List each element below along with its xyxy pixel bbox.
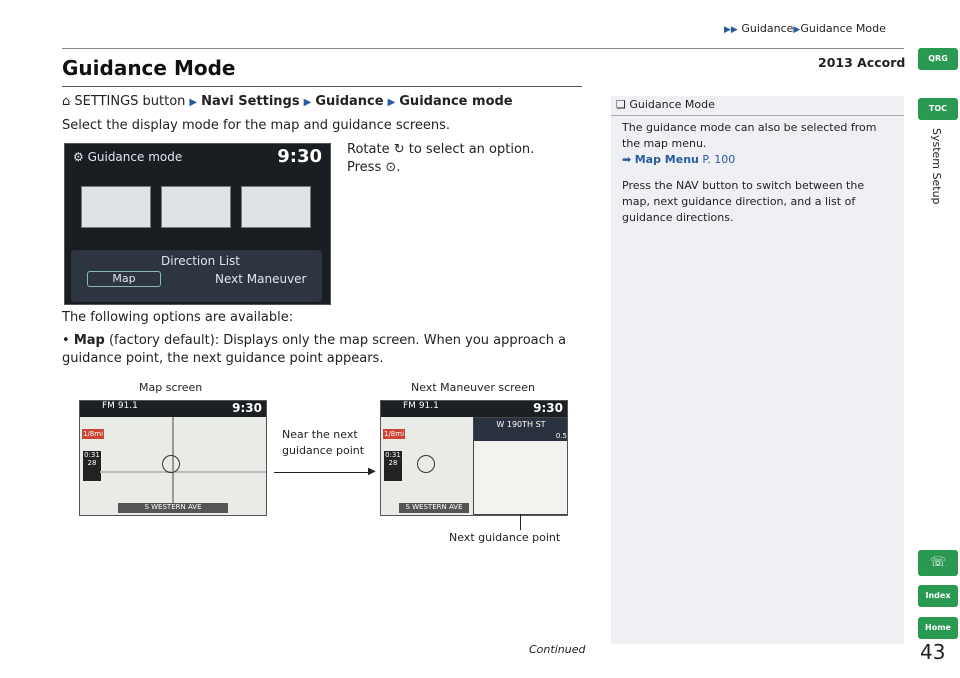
callout-line — [520, 514, 521, 530]
map-menu-link[interactable]: Map Menu — [634, 153, 699, 166]
option-label: Map — [73, 333, 105, 348]
menu-path-step: Navi Settings — [201, 94, 300, 109]
next-maneuver-thumbnail — [241, 186, 311, 228]
next-maneuver-panel: W 190TH ST 0.5 — [473, 417, 568, 515]
note-heading: ❏ Guidance Mode — [616, 98, 715, 111]
arrow-head-icon: ▶ — [368, 466, 376, 477]
header-divider — [62, 48, 904, 49]
status-bar: FM 91.1 9:30 — [381, 401, 567, 417]
triangle-icon: ▶ — [303, 97, 312, 108]
voice-command-icon: ☏ — [929, 555, 947, 570]
note-paragraph: The guidance mode can also be selected from the map menu. — [622, 121, 877, 150]
section-label: System Setup — [930, 128, 943, 205]
menu-path-step: Guidance — [315, 94, 384, 109]
model-label: 2013 Accord — [818, 55, 906, 70]
instructions: Rotate ↻ to select an option. Press ⊙. — [347, 142, 535, 175]
option-map[interactable]: Map — [87, 271, 161, 287]
note-divider — [611, 115, 904, 116]
triangle-icon: ▶ — [189, 97, 198, 108]
intro-text: Select the display mode for the map and guidance screens. — [62, 118, 451, 133]
page-title: Guidance Mode — [62, 56, 236, 80]
figure-label-map-screen: Map screen — [139, 381, 203, 394]
note-paragraph: Press the NAV button to switch between the map, next guidance direction, and a list of guidance directions. — [622, 179, 865, 224]
figure-label-next-point: Next guidance point — [449, 531, 561, 544]
figure-label-near: Near the next guidance point — [282, 428, 365, 457]
home-icon: ⌂ — [62, 94, 71, 109]
home-tab[interactable]: Home — [918, 617, 958, 639]
triangle-icon: ▶▶ — [724, 25, 738, 35]
title-divider — [62, 86, 582, 87]
note-link-line — [622, 152, 892, 168]
page-number: 43 — [920, 640, 946, 664]
rotate-knob-icon: ↻ — [393, 142, 405, 157]
arrow-line — [274, 472, 370, 473]
triangle-icon: ▶ — [793, 25, 801, 35]
map-menu-page[interactable]: P. 100 — [702, 153, 736, 166]
map-thumbnail — [81, 186, 151, 228]
option-item-map: • Map (factory default): Displays only the map screen. When you approach a guidance point, the next guidance point appears. — [62, 333, 567, 366]
menu-path-prefix: SETTINGS button — [74, 94, 186, 109]
screen-clock: 9:30 — [277, 146, 322, 167]
vehicle-icon — [162, 455, 180, 473]
figure-label-next-maneuver: Next Maneuver screen — [411, 381, 535, 394]
breadcrumb-level1[interactable]: Guidance — [741, 22, 794, 35]
link-arrow-icon: ➡ — [622, 153, 632, 166]
status-bar: FM 91.1 9:30 — [80, 401, 266, 417]
next-maneuver-screen: FM 91.1 9:30 1/8mi 0:31 28 W 190TH ST 0.5 S WESTERN AVE — [380, 400, 568, 516]
option-direction-list[interactable]: Direction List — [161, 254, 241, 268]
index-tab[interactable]: Index — [918, 585, 958, 607]
voice-tab[interactable] — [918, 550, 958, 576]
map-screen: FM 91.1 9:30 1/8mi 0:31 28 S WESTERN AVE — [79, 400, 267, 516]
menu-path-step: Guidance mode — [399, 94, 513, 109]
option-next-maneuver[interactable]: Next Maneuver — [215, 272, 307, 286]
option-desc: (factory default): Displays only the map screen. When you approach a guidance point, the next guidance point appears. — [62, 333, 567, 366]
breadcrumb-level2[interactable]: Guidance Mode — [800, 22, 886, 35]
triangle-icon: ▶ — [387, 97, 396, 108]
note-icon: ❏ — [616, 98, 626, 111]
continued-label: Continued — [529, 643, 586, 656]
direction-thumbnail — [161, 186, 231, 228]
toc-tab[interactable]: TOC — [918, 98, 958, 120]
options-intro: The following options are available: — [62, 310, 294, 325]
press-knob-icon: ⊙ — [385, 160, 397, 175]
screen-title: ⚙ Guidance mode — [73, 150, 183, 164]
menu-path — [62, 94, 513, 109]
vehicle-icon — [417, 455, 435, 473]
breadcrumb — [724, 22, 886, 35]
guidance-mode-screen — [64, 143, 331, 305]
qrg-tab[interactable]: QRG — [918, 48, 958, 70]
